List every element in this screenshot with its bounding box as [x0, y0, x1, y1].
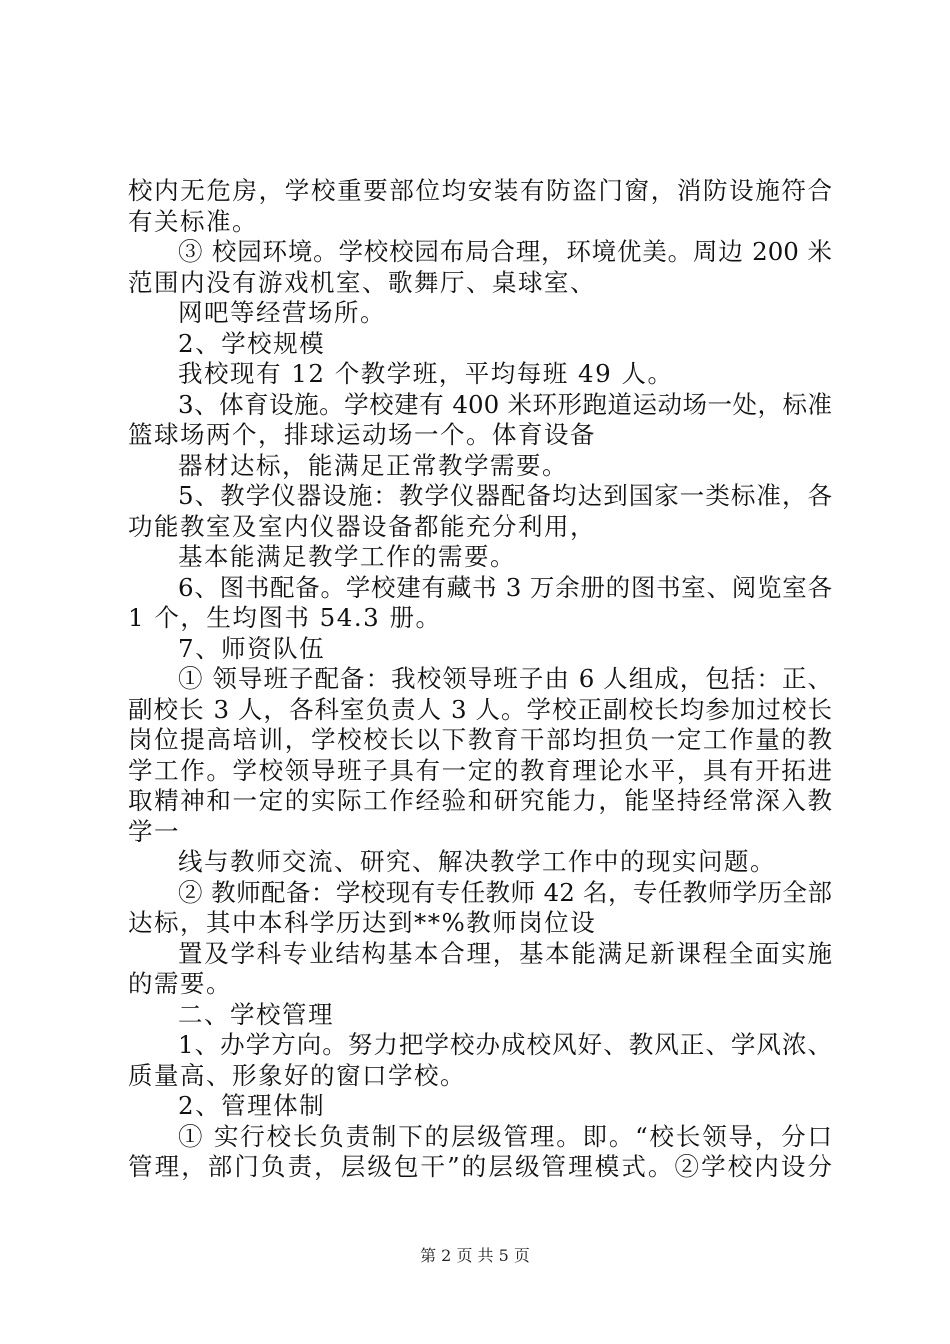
text-line: 我校现有 12 个教学班，平均每班 49 人。: [178, 359, 674, 388]
text-line: 1、办学方向。努力把学校办成校风好、教风正、学风浓、: [178, 1030, 832, 1059]
text-line: 取精神和一定的实际工作经验和研究能力，能坚持经常深入教: [128, 786, 832, 815]
page-footer: [0, 1246, 950, 1266]
text-line: 网吧等经营场所。: [178, 298, 386, 327]
text-line: 3、体育设施。学校建有 400 米环形跑道运动场一处，标准: [178, 389, 832, 419]
text-line: 学一: [128, 816, 180, 846]
text-line: 篮球场两个，排球运动场一个。体育设备: [128, 420, 596, 449]
text-line: 功能教室及室内仪器设备都能充分利用，: [128, 511, 596, 541]
text-line: 器材达标，能满足正常教学需要。: [178, 450, 568, 480]
text-line: 基本能满足教学工作的需要。: [178, 542, 516, 571]
text-line: 5、教学仪器设施：教学仪器配备均达到国家一类标准，各: [178, 481, 832, 510]
text-line: 岗位提高培训，学校校长以下教育干部均担负一定工作量的教: [128, 725, 832, 754]
text-line: 2、管理体制: [178, 1091, 326, 1120]
text-line: 1 个，生均图书 54.3 册。: [128, 603, 442, 632]
text-line: 有关标准。: [128, 206, 258, 236]
text-line: 范围内没有游戏机室、歌舞厅、桌球室、: [128, 267, 596, 297]
text-line: 6、图书配备。学校建有藏书 3 万余册的图书室、阅览室各: [178, 572, 832, 602]
text-line: 学工作。学校领导班子具有一定的教育理论水平，具有开拓进: [128, 755, 832, 785]
document-body: [128, 176, 832, 1183]
text-line: 7、师资队伍: [178, 633, 326, 663]
text-line: 置及学科专业结构基本合理，基本能满足新课程全面实施: [178, 938, 832, 968]
text-line: 质量高、形象好的窗口学校。: [128, 1060, 466, 1090]
text-line: 线与教师交流、研究、解决教学工作中的现实问题。: [178, 847, 776, 876]
text-line: 二、学校管理: [178, 999, 334, 1029]
text-line: 2、学校规模: [178, 328, 326, 358]
text-line: ② 教师配备：学校现有专任教师 42 名，专任教师学历全部: [178, 877, 832, 907]
text-line: ① 实行校长负责制下的层级管理。即。“校长领导，分口: [178, 1121, 832, 1151]
text-line: 管理，部门负责，层级包干”的层级管理模式。②学校内设分: [128, 1152, 832, 1181]
text-line: 校内无危房，学校重要部位均安装有防盗门窗，消防设施符合: [128, 176, 832, 205]
text-line: ③ 校园环境。学校校园布局合理，环境优美。周边 200 米: [178, 237, 832, 266]
page-number-label: 第 2 页 共 5 页: [420, 1246, 530, 1265]
text-line: 副校长 3 人，各科室负责人 3 人。学校正副校长均参加过校长: [128, 694, 832, 724]
text-line: ① 领导班子配备：我校领导班子由 6 人组成，包括：正、: [178, 664, 832, 693]
text-line: 达标，其中本科学历达到**%教师岗位设: [128, 908, 597, 937]
text-line: 的需要。: [128, 969, 232, 998]
